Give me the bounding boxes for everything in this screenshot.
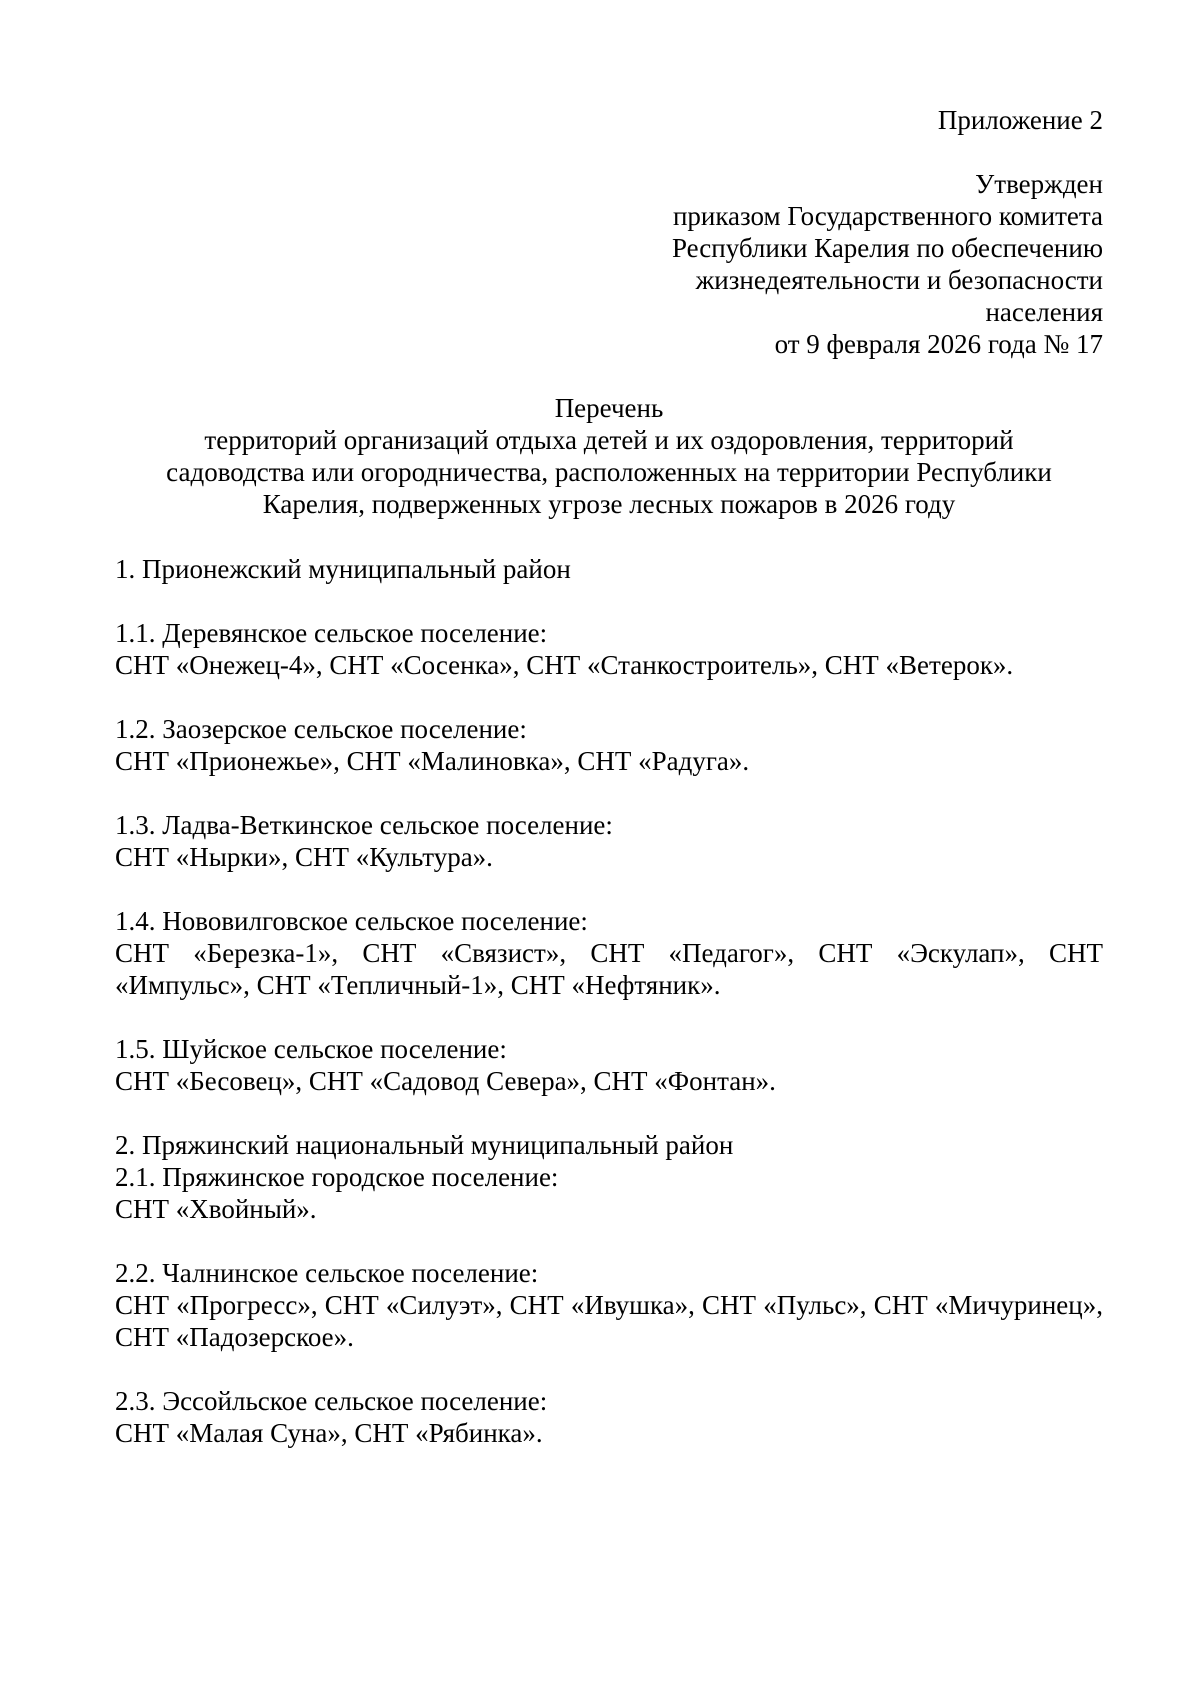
appendix-label: Приложение 2 (937, 105, 1103, 135)
settlement-name: 1.3. Ладва-Веткинское сельское поселение: (115, 810, 613, 840)
settlement-name: 1.1. Деревянское сельское поселение: (115, 618, 548, 648)
approval-date-line: от 9 февраля 2026 года № 17 (774, 329, 1103, 359)
settlement-name: 2.1. Пряжинское городское поселение: (115, 1162, 559, 1192)
approval-line: Утвержден (975, 169, 1103, 199)
settlement-name: 1.5. Шуйское сельское поселение: (115, 1034, 507, 1064)
settlement-list: СНТ «Онежец-4», СНТ «Сосенка», СНТ «Станкостроитель», СНТ «Ветерок». (115, 650, 1014, 680)
title-line: Карелия, подверженных угрозе лесных пожаров в 2026 году (262, 489, 956, 519)
approval-line: населения (985, 297, 1103, 327)
title-line: садоводства или огородничества, расположенных на территории Республики (166, 457, 1052, 487)
settlement-item (115, 617, 1103, 681)
district-heading: 1. Прионежский муниципальный район (115, 554, 571, 584)
district-heading: 2. Пряжинский национальный муниципальный район (115, 1130, 734, 1160)
settlement-item (115, 1161, 1103, 1225)
approval-line: Республики Карелия по обеспечению (671, 233, 1103, 263)
settlement-item (115, 1257, 1103, 1353)
settlement-item (115, 1385, 1103, 1449)
settlement-list: СНТ «Березка-1», СНТ «Связист», СНТ «Педагог», СНТ «Эскулап», СНТ «Импульс», СНТ «Тепличный-1», СНТ «Нефтяник». (115, 938, 1103, 1000)
document-sections (115, 553, 1103, 1449)
settlement-name: 1.2. Заозерское сельское поселение: (115, 714, 527, 744)
title-line: территорий организаций отдыха детей и их оздоровления, территорий (204, 425, 1014, 455)
approval-line: жизнедеятельности и безопасности (695, 265, 1103, 295)
settlement-list: СНТ «Нырки», СНТ «Культура». (115, 842, 493, 872)
approval-block (115, 168, 1103, 360)
approval-line: приказом Государственного комитета (672, 201, 1103, 231)
title-heading: Перечень (554, 393, 664, 423)
document-title (115, 392, 1103, 520)
settlement-item (115, 713, 1103, 777)
settlement-list: СНТ «Прионежье», СНТ «Малиновка», СНТ «Радуга». (115, 746, 750, 776)
settlement-list: СНТ «Малая Суна», СНТ «Рябинка». (115, 1418, 543, 1448)
settlement-list: СНТ «Хвойный». (115, 1194, 317, 1224)
settlement-item (115, 1033, 1103, 1097)
settlement-list: СНТ «Бесовец», СНТ «Садовод Севера», СНТ «Фонтан». (115, 1066, 776, 1096)
settlement-name: 2.3. Эссойльское сельское поселение: (115, 1386, 548, 1416)
settlement-name: 1.4. Нововилговское сельское поселение: (115, 906, 588, 936)
settlement-item (115, 809, 1103, 873)
settlement-name: 2.2. Чалнинское сельское поселение: (115, 1258, 539, 1288)
settlement-item (115, 905, 1103, 1001)
settlement-list: СНТ «Прогресс», СНТ «Силуэт», СНТ «Ивушка», СНТ «Пульс», СНТ «Мичуринец», СНТ «Падозерское». (115, 1290, 1103, 1352)
